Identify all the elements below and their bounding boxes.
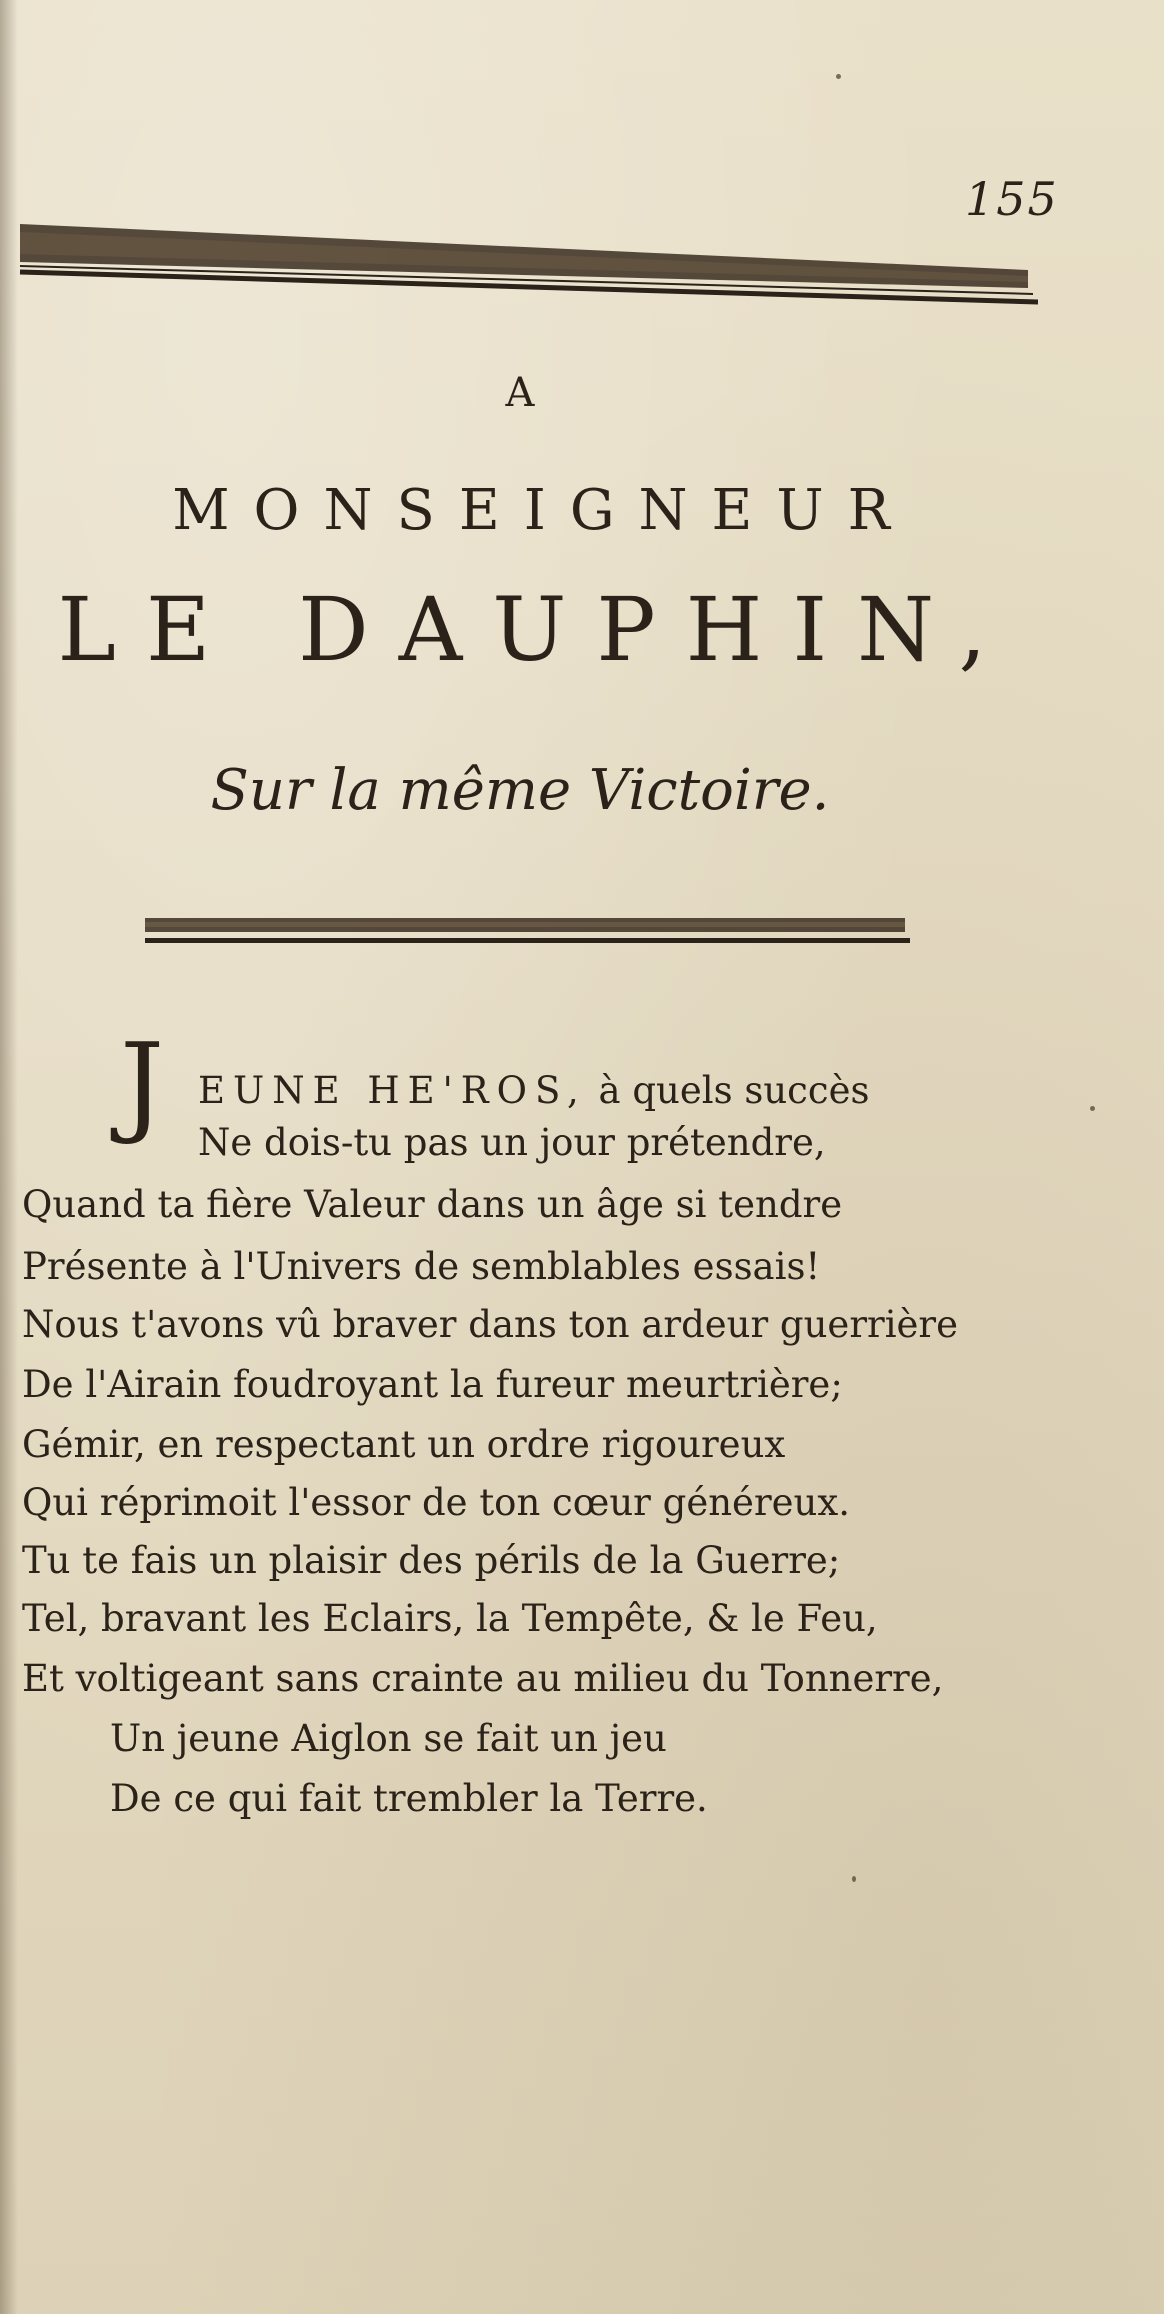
- poem-line-10: Tel, bravant les Eclairs, la Tempête, & le Feu,: [22, 1597, 878, 1640]
- poem-line-4: Présente à l'Univers de semblables essais!: [22, 1245, 821, 1288]
- poem-line-12: Un jeune Aiglon se fait un jeu: [110, 1717, 667, 1760]
- poem-line-2: Ne dois-tu pas un jour prétendre,: [198, 1121, 826, 1164]
- top-ornamental-rule: [18, 218, 1038, 308]
- poem-line-6: De l'Airain foudroyant la fureur meurtrière;: [22, 1363, 843, 1406]
- heading-le-dauphin: LE DAUPHIN,: [57, 578, 1017, 681]
- poem-line-1: [198, 1069, 870, 1112]
- spine-shadow: [0, 0, 18, 2314]
- poem-line-3: Quand ta fière Valeur dans un âge si tendre: [22, 1183, 843, 1226]
- middle-ornamental-rule: [145, 914, 910, 954]
- poem-line-13: De ce qui fait trembler la Terre.: [110, 1777, 708, 1820]
- drop-cap: J: [120, 1019, 165, 1147]
- poem-line-9: Tu te fais un plaisir des périls de la Guerre;: [22, 1539, 841, 1582]
- heading-subtitle: Sur la même Victoire.: [210, 758, 830, 823]
- poem-line-5: Nous t'avons vû braver dans ton ardeur guerrière: [22, 1303, 959, 1346]
- poem-line-1-smallcaps: EUNE HE'ROS,: [198, 1069, 587, 1112]
- page-number: 155: [965, 172, 1059, 226]
- poem-line-7: Gémir, en respectant un ordre rigoureux: [22, 1423, 786, 1466]
- poem-line-11: Et voltigeant sans crainte au milieu du Tonnerre,: [22, 1657, 944, 1700]
- heading-dedication-a: A: [505, 370, 535, 416]
- paper-speck: [836, 74, 841, 79]
- poem-line-1-rest: à quels succès: [586, 1069, 870, 1112]
- poem-line-8: Qui réprimoit l'essor de ton cœur généreux.: [22, 1481, 850, 1524]
- heading-monseigneur: MONSEIGNEUR: [172, 478, 914, 543]
- paper-speck: [1090, 1106, 1095, 1111]
- paper-speck: [852, 1876, 856, 1882]
